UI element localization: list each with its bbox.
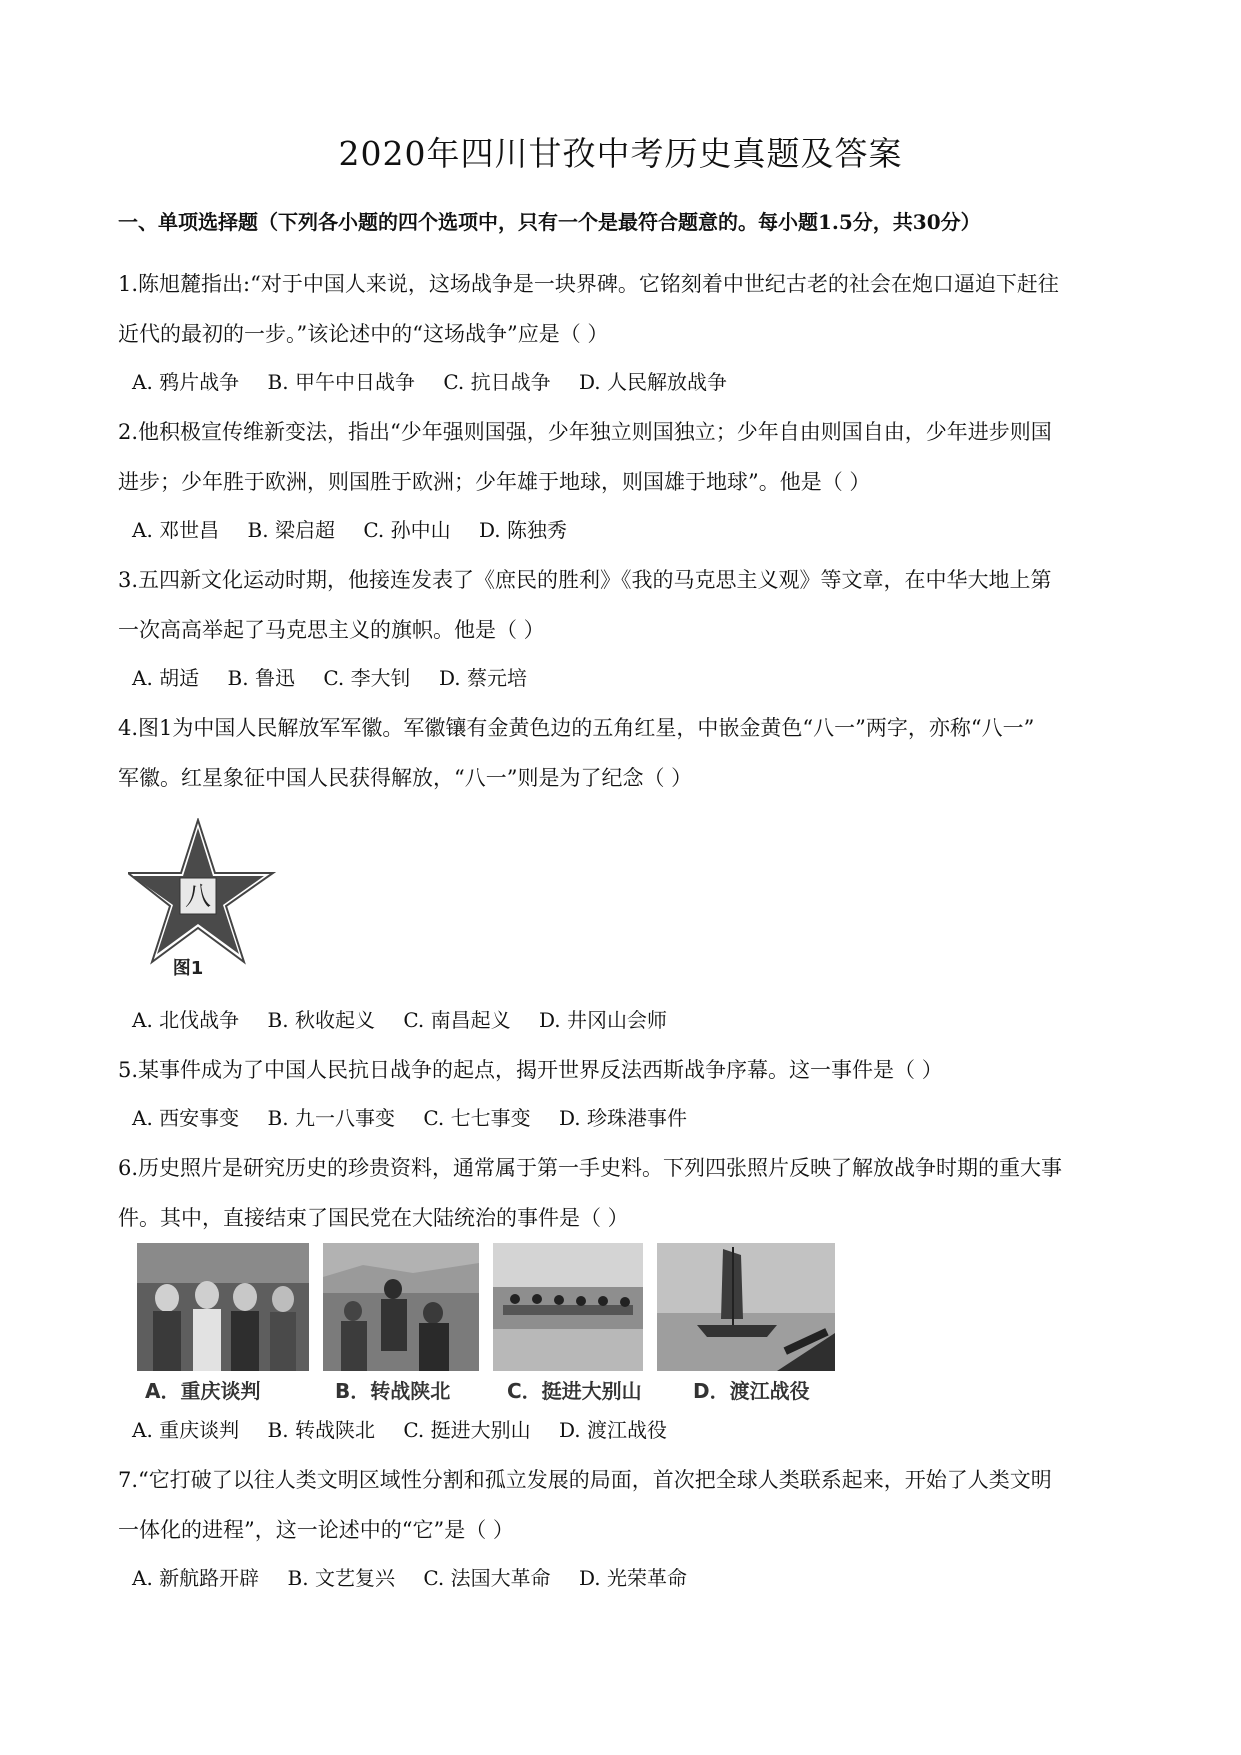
q6-option-c: C. 挺进大别山 xyxy=(403,1418,531,1442)
q3-option-a: A. 胡适 xyxy=(132,666,200,690)
q4-option-c: C. 南昌起义 xyxy=(403,1008,511,1032)
q4-option-a: A. 北伐战争 xyxy=(132,1008,240,1032)
q2-stem-line1: 2.他积极宣传维新变法，指出“少年强则国强，少年独立则国独立；少年自由则国自由，少年进步则国 xyxy=(118,420,1052,444)
q1-option-b: B. 甲午中日战争 xyxy=(267,370,415,394)
photo-dabie-mountains xyxy=(493,1243,643,1371)
q7-option-d: D. 光荣革命 xyxy=(578,1566,688,1590)
figure-1-emblem xyxy=(128,818,278,976)
q6-option-a: A. 重庆谈判 xyxy=(132,1418,240,1442)
q6-stem-line2: 件。其中，直接结束了国民党在大陆统治的事件是（ ） xyxy=(118,1206,629,1230)
q7-stem-line1: 7.“它打破了以往人类文明区域性分割和孤立发展的局面，首次把全球人类联系起来，开始了人类文明 xyxy=(118,1468,1052,1492)
q2-option-a: A. 邓世昌 xyxy=(132,518,220,542)
q7-option-b: B. 文艺复兴 xyxy=(287,1566,395,1590)
q2-option-c: C. 孙中山 xyxy=(363,518,451,542)
q3-option-d: D. 蔡元培 xyxy=(438,666,528,690)
q3-option-c: C. 李大钊 xyxy=(323,666,411,690)
photo-caption-a: A．重庆谈判 xyxy=(145,1379,261,1403)
q5-option-c: C. 七七事变 xyxy=(423,1106,531,1130)
q7-options xyxy=(132,1562,709,1591)
q1-stem-line1: 1.陈旭麓指出:“对于中国人来说，这场战争是一块界碑。它铭刻着中世纪古老的社会在炮口逼迫下赶往 xyxy=(118,272,1059,296)
q1-stem-line2: 近代的最初的一步。”该论述中的“这场战争”应是（ ） xyxy=(118,322,609,346)
q1-option-d: D. 人民解放战争 xyxy=(578,370,728,394)
photo-caption-b: B．转战陕北 xyxy=(335,1379,451,1403)
q1-options xyxy=(132,366,749,395)
q3-stem-line2: 一次高高举起了马克思主义的旗帜。他是（ ） xyxy=(118,618,545,642)
q3-option-b: B. 鲁迅 xyxy=(227,666,295,690)
q7-option-a: A. 新航路开辟 xyxy=(132,1566,260,1590)
q4-option-d: D. 井冈山会师 xyxy=(538,1008,668,1032)
q2-option-b: B. 梁启超 xyxy=(247,518,335,542)
q6-stem-line1: 6.历史照片是研究历史的珍贵资料，通常属于第一手史料。下列四张照片反映了解放战争时期的重大事 xyxy=(118,1156,1063,1180)
q3-stem-line1: 3.五四新文化运动时期，他接连发表了《庶民的胜利》《我的马克思主义观》等文章，在中华大地上第 xyxy=(118,568,1052,592)
q4-option-b: B. 秋收起义 xyxy=(267,1008,375,1032)
q6-option-b: B. 转战陕北 xyxy=(267,1418,375,1442)
q4-stem-line1: 4.图1为中国人民解放军军徽。军徽镶有金黄色边的五角红星，中嵌金黄色“八一”两字，亦称“八一” xyxy=(118,716,1035,740)
q2-stem-line2: 进步；少年胜于欧洲，则国胜于欧洲；少年雄于地球，则国雄于地球”。他是（ ） xyxy=(118,470,871,494)
q6-photo-strip xyxy=(137,1243,907,1401)
page-title: 2020年四川甘孜中考历史真题及答案 xyxy=(338,134,903,173)
q6-options xyxy=(132,1414,689,1443)
q7-stem-line2: 一体化的进程”，这一论述中的“它”是（ ） xyxy=(118,1518,514,1542)
photo-caption-c: C．挺进大别山 xyxy=(507,1379,642,1403)
q1-option-c: C. 抗日战争 xyxy=(443,370,551,394)
figure-1-caption: 图1 xyxy=(172,958,204,976)
q3-options xyxy=(132,662,549,691)
q2-option-d: D. 陈独秀 xyxy=(478,518,568,542)
q5-option-d: D. 珍珠港事件 xyxy=(558,1106,688,1130)
star-center-text: 八 xyxy=(184,882,212,912)
section-heading: 一、单项选择题（下列各小题的四个选项中，只有一个是最符合题意的。每小题1.5分，共30分） xyxy=(118,210,981,234)
q1-option-a: A. 鸦片战争 xyxy=(132,370,240,394)
q6-option-d: D. 渡江战役 xyxy=(558,1418,668,1442)
q7-option-c: C. 法国大革命 xyxy=(423,1566,551,1590)
q5-option-b: B. 九一八事变 xyxy=(267,1106,395,1130)
q5-stem-line1: 5.某事件成为了中国人民抗日战争的起点，揭开世界反法西斯战争序幕。这一事件是（ ） xyxy=(118,1058,943,1082)
q4-stem-line2: 军徽。红星象征中国人民获得解放，“八一”则是为了纪念（ ） xyxy=(118,766,693,790)
photo-chongqing-negotiation xyxy=(137,1243,309,1371)
q2-options xyxy=(132,514,589,543)
photo-caption-d: D．渡江战役 xyxy=(693,1379,810,1403)
q4-options xyxy=(132,1004,689,1033)
photo-river-crossing xyxy=(657,1243,835,1371)
photo-northern-shaanxi xyxy=(323,1243,479,1371)
q5-option-a: A. 西安事变 xyxy=(132,1106,240,1130)
q5-options xyxy=(132,1102,709,1131)
